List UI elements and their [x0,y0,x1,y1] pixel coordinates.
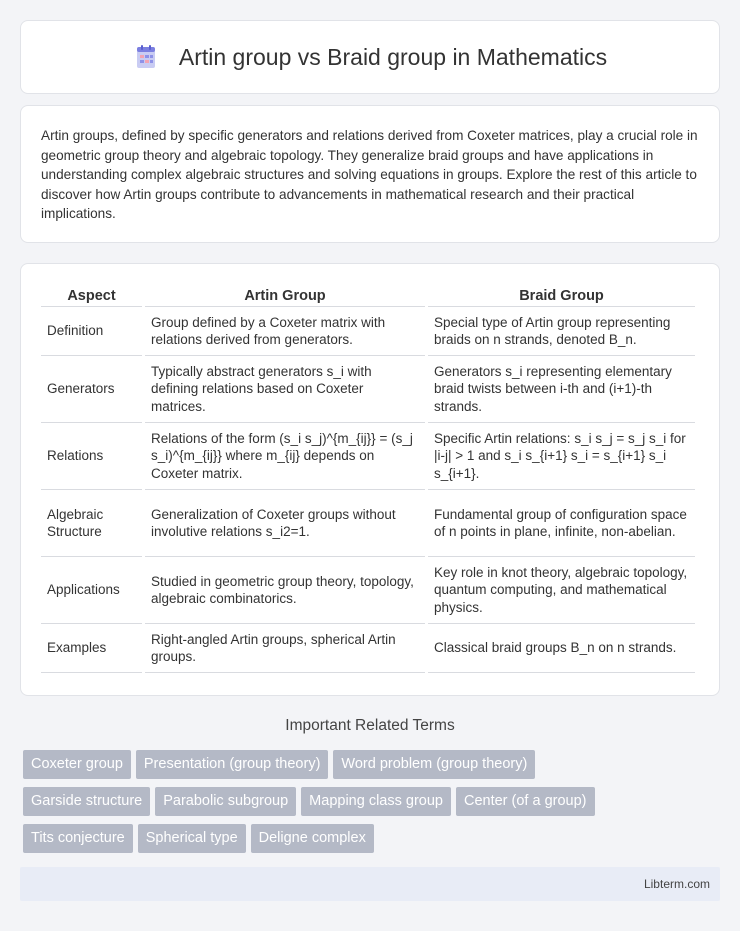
row-artin: Generalization of Coxeter groups without involutive relations s_i2=1. [145,490,425,557]
row-aspect: Definition [41,307,142,356]
row-aspect: Generators [41,356,142,423]
intro-card [20,105,720,243]
related-term-tag[interactable]: Tits conjecture [23,824,133,853]
row-braid: Specific Artin relations: s_i s_j = s_j s_i for |i-j| > 1 and s_i s_{i+1} s_i = s_{i+1} s_i s_{i+1}. [428,423,695,490]
row-braid: Special type of Artin group representing braids on n strands, denoted B_n. [428,307,695,356]
table-header-row [41,284,695,307]
related-term-tag[interactable]: Parabolic subgroup [155,787,296,816]
row-braid: Fundamental group of configuration space of n points in plane, infinite, non-abelian. [428,490,695,557]
table-row [41,307,695,356]
row-artin: Typically abstract generators s_i with defining relations based on Coxeter matrices. [145,356,425,423]
row-aspect: Applications [41,557,142,624]
header-artin-group: Artin Group [145,284,425,307]
comparison-table [38,284,698,673]
row-artin: Relations of the form (s_i s_j)^{m_{ij}} = (s_j s_i)^{m_{ij}} where m_{ij} depends on Coxeter matrix. [145,423,425,490]
related-term-tag[interactable]: Center (of a group) [456,787,595,816]
row-artin: Right-angled Artin groups, spherical Artin groups. [145,624,425,673]
related-term-tag[interactable]: Presentation (group theory) [136,750,329,779]
row-braid: Key role in knot theory, algebraic topology, quantum computing, and mathematical physics. [428,557,695,624]
comparison-card [20,263,720,696]
header-braid-group: Braid Group [428,284,695,307]
related-term-tag[interactable]: Word problem (group theory) [333,750,535,779]
row-aspect: Relations [41,423,142,490]
table-row [41,557,695,624]
row-artin: Group defined by a Coxeter matrix with relations derived from generators. [145,307,425,356]
related-term-tag[interactable]: Garside structure [23,787,150,816]
table-row [41,490,695,557]
row-artin: Studied in geometric group theory, topology, algebraic combinatorics. [145,557,425,624]
footer-site-link[interactable]: Libterm.com [643,877,710,891]
row-aspect: Algebraic Structure [41,490,142,557]
related-term-tag[interactable]: Mapping class group [301,787,451,816]
title-card [20,20,720,94]
row-braid: Classical braid groups B_n on n strands. [428,624,695,673]
related-term-tag[interactable]: Coxeter group [23,750,131,779]
related-terms-title: Important Related Terms [285,717,455,734]
document-icon [133,44,159,70]
footer [20,867,720,901]
row-aspect: Examples [41,624,142,673]
intro-text: Artin groups, defined by specific generators and relations derived from Coxeter matrices, play a crucial role in geometric group theory and algebraic topology. They generalize braid groups and have applications in understanding complex algebraic structures and solving equations in groups. Explore the rest of this article to discover how Artin groups contribute to advancements in mathematical research and their practical implications. [41,128,698,222]
page-title: Artin group vs Braid group in Mathematics [178,43,608,70]
table-row [41,624,695,673]
related-term-tag[interactable]: Deligne complex [251,824,374,853]
header-aspect: Aspect [41,284,142,307]
related-terms-list [23,750,723,861]
table-row [41,423,695,490]
related-term-tag[interactable]: Spherical type [138,824,246,853]
table-row [41,356,695,423]
row-braid: Generators s_i representing elementary braid twists between i-th and (i+1)-th strands. [428,356,695,423]
